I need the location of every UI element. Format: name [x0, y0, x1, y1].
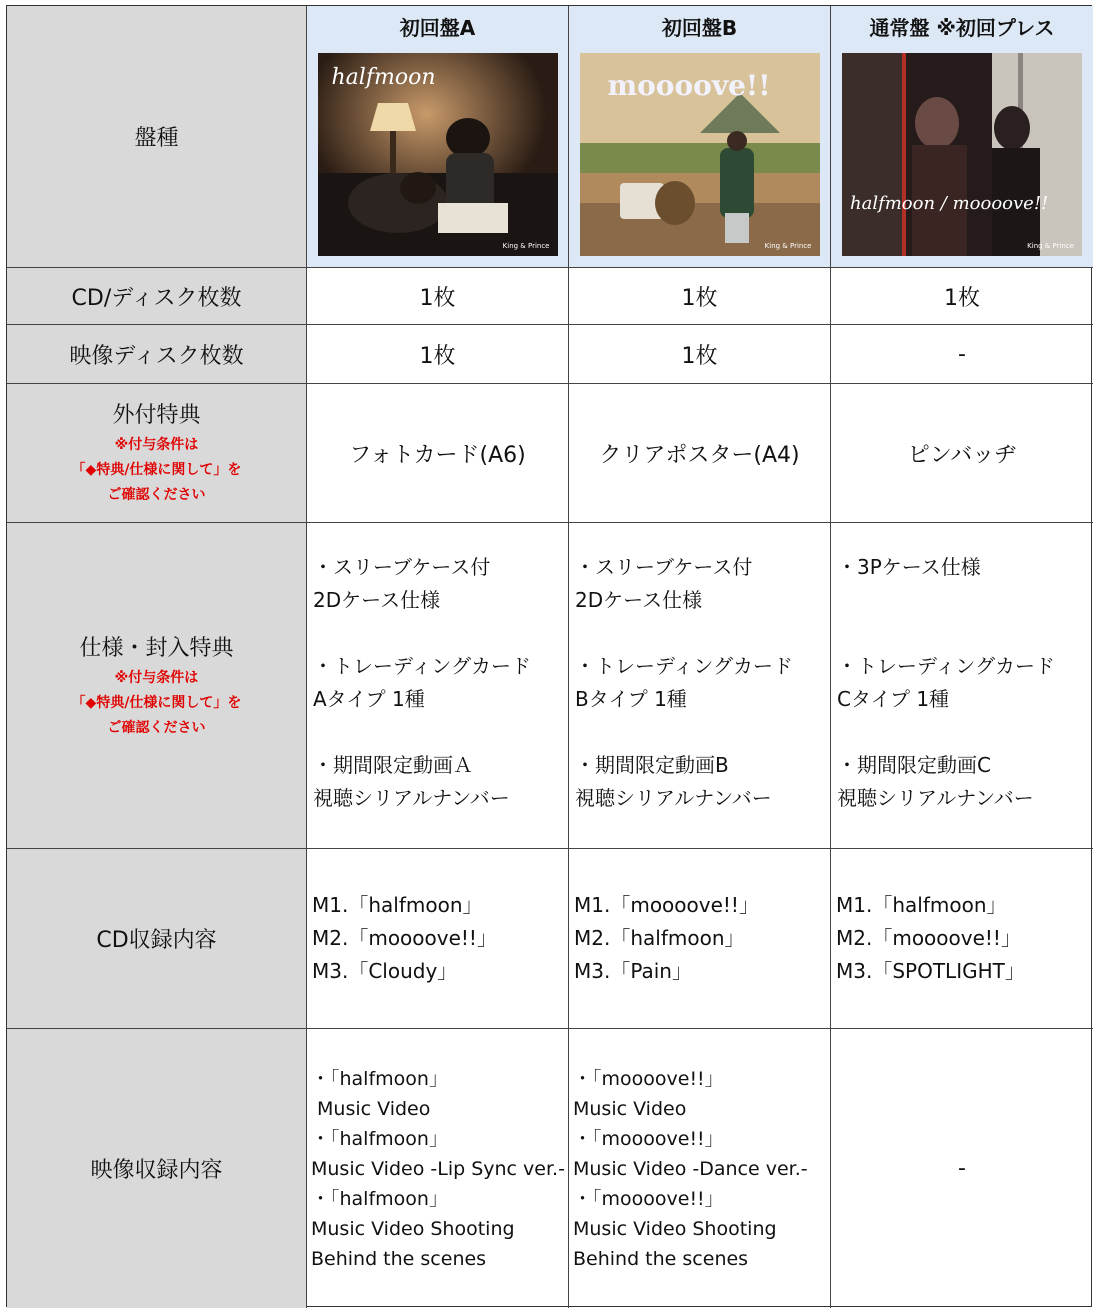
video-line: Music Video Shooting — [573, 1217, 777, 1240]
track-item: M1.「moooove!!」 — [574, 893, 759, 917]
track-item: M2.「halfmoon」 — [574, 926, 745, 950]
spec-line: 2Dケース仕様 — [313, 588, 441, 612]
video-line: ・「moooove!!」 — [573, 1127, 724, 1150]
spec-edition-b — [569, 523, 831, 849]
spec-item — [313, 749, 562, 815]
row-header-label: 盤種 — [134, 126, 179, 151]
external-bonus-edition-regular: ピンバッヂ — [831, 384, 1093, 523]
spec-line: ・トレーディングカード — [575, 654, 793, 678]
spec-line — [837, 584, 1087, 617]
cover-brand: King & Prince — [764, 242, 812, 250]
note-line: 「◆特典/仕様に関して」を — [71, 462, 242, 478]
spec-line: ・スリーブケース付 — [575, 555, 753, 579]
cd-count-edition-a: 1枚 — [307, 268, 569, 325]
video-line: ・「halfmoon」 — [311, 1067, 448, 1090]
edition-comparison-table — [6, 5, 1092, 1307]
row-header-cd-tracks — [7, 849, 307, 1029]
video-count-edition-b: 1枚 — [569, 325, 831, 384]
edition-title: 初回盤B — [661, 16, 738, 40]
video-line: Music Video -Dance ver.- — [573, 1157, 808, 1180]
edition-regular-header — [831, 6, 1093, 268]
video-count-edition-regular: - — [831, 325, 1093, 384]
track-item: M2.「moooove!!」 — [836, 926, 1021, 950]
conditions-note — [72, 666, 242, 741]
spec-line: ・期間限定動画Ａ — [313, 753, 473, 777]
spec-edition-a — [307, 523, 569, 849]
track-item: M1.「halfmoon」 — [836, 893, 1007, 917]
spec-line: ・期間限定動画C — [837, 753, 991, 777]
row-header-external-bonus — [7, 384, 307, 523]
spec-edition-regular — [831, 523, 1093, 849]
video-line: ・「moooove!!」 — [573, 1187, 724, 1210]
row-header-label: 映像収録内容 — [90, 1158, 223, 1183]
track-item: M3.「SPOTLIGHT」 — [836, 959, 1025, 983]
track-item: M1.「halfmoon」 — [312, 893, 483, 917]
row-header-video-contents — [7, 1029, 307, 1308]
spec-line: ・トレーディングカード — [837, 654, 1055, 678]
cover-brand: King & Prince — [1027, 242, 1074, 250]
spec-item — [837, 551, 1087, 617]
row-header-label: CD/ディスク枚数 — [71, 285, 242, 311]
track-item: M3.「Cloudy」 — [312, 959, 458, 983]
video-line: Behind the scenes — [573, 1247, 749, 1270]
spec-line: Bタイプ 1種 — [575, 687, 687, 711]
spec-line: Aタイプ 1種 — [313, 687, 425, 711]
spec-item — [313, 551, 562, 617]
spec-line: ・スリーブケース付 — [313, 555, 491, 579]
spec-item — [837, 650, 1087, 716]
edition-a-header — [307, 6, 569, 268]
edition-b-header — [569, 6, 831, 268]
video-line: ・「moooove!!」 — [573, 1067, 724, 1090]
note-line: ご確認ください — [107, 487, 206, 503]
external-bonus-edition-b: クリアポスター(A4) — [569, 384, 831, 523]
video-count-edition-a: 1枚 — [307, 325, 569, 384]
spec-item — [575, 650, 824, 716]
row-header-label: 外付特典 — [112, 403, 201, 428]
row-header-spec — [7, 523, 307, 849]
tracks-edition-regular — [831, 849, 1093, 1029]
track-item: M3.「Pain」 — [574, 959, 692, 983]
video-contents-edition-b — [569, 1029, 831, 1308]
edition-title: 初回盤A — [399, 16, 476, 40]
cover-caption: halfmoon — [331, 65, 436, 90]
tracks-edition-a — [307, 849, 569, 1029]
spec-line: Cタイプ 1種 — [837, 687, 950, 711]
cover-image-edition-regular — [842, 53, 1082, 256]
video-contents-edition-regular: - — [958, 1156, 966, 1181]
video-line: Music Video -Lip Sync ver.- — [311, 1157, 565, 1180]
track-item: M2.「moooove!!」 — [312, 926, 497, 950]
spec-line: ・期間限定動画B — [575, 753, 729, 777]
conditions-note — [72, 433, 242, 508]
external-bonus-edition-a: フォトカード(A6) — [307, 384, 569, 523]
video-line: Music Video — [573, 1097, 687, 1120]
video-contents-edition-a — [307, 1029, 569, 1308]
spec-line: 視聴シリアルナンバー — [313, 786, 510, 810]
row-header-label: 映像ディスク枚数 — [69, 343, 244, 369]
spec-item — [313, 650, 562, 716]
row-header-label: CD収録内容 — [96, 928, 217, 953]
row-header-label: 仕様・封入特典 — [79, 635, 234, 661]
video-line: Behind the scenes — [311, 1247, 487, 1270]
spec-line: 視聴シリアルナンバー — [837, 786, 1034, 810]
video-line: Music Video Shooting — [311, 1217, 515, 1240]
tracks-edition-b — [569, 849, 831, 1029]
spec-line: ・3Pケース仕様 — [837, 555, 981, 579]
cd-count-edition-b: 1枚 — [569, 268, 831, 325]
spec-line: ・トレーディングカード — [313, 654, 531, 678]
video-line: Music Video — [311, 1097, 431, 1120]
row-header-video-count — [7, 325, 307, 384]
note-line: 「◆特典/仕様に関して」を — [71, 694, 242, 711]
cover-image-edition-b — [580, 53, 820, 256]
spec-item — [575, 551, 824, 617]
cover-image-edition-a — [318, 53, 558, 256]
spec-line: 視聴シリアルナンバー — [575, 786, 772, 810]
cover-caption: moooove!! — [607, 69, 771, 102]
note-line: ご確認ください — [107, 719, 206, 736]
cover-brand: King & Prince — [502, 242, 550, 250]
cd-count-edition-regular: 1枚 — [831, 268, 1093, 325]
row-header-edition — [7, 6, 307, 268]
video-line: ・「halfmoon」 — [311, 1127, 448, 1150]
spec-line: 2Dケース仕様 — [575, 588, 703, 612]
cover-caption: halfmoon / moooove!! — [850, 193, 1049, 214]
note-line: ※付与条件は — [114, 437, 199, 453]
spec-item — [575, 749, 824, 815]
edition-title: 通常盤 ※初回プレス — [869, 16, 1055, 40]
note-line: ※付与条件は — [114, 669, 199, 686]
spec-item — [837, 749, 1087, 815]
video-line: ・「halfmoon」 — [311, 1187, 448, 1210]
row-header-cd-count — [7, 268, 307, 325]
